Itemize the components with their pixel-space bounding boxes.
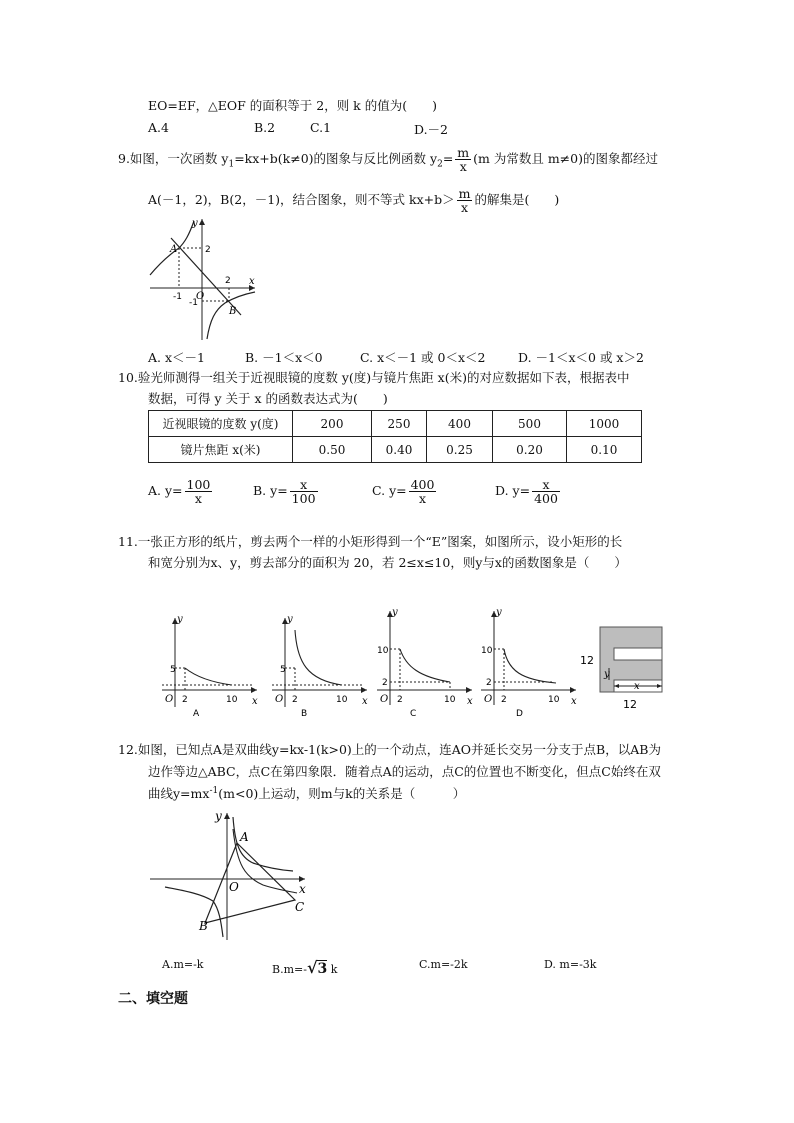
svg-text:x: x (299, 882, 306, 896)
q8-option-c: C.1 (310, 120, 332, 135)
q9-tick-2x: 2 (225, 276, 231, 286)
q9-label-a: A (170, 244, 178, 255)
svg-text:y: y (496, 607, 502, 618)
svg-text:2: 2 (501, 695, 507, 705)
q9-label-b: B (229, 306, 237, 317)
table-cell: 0.50 (293, 437, 372, 463)
svg-text:2: 2 (486, 678, 492, 688)
q8-option-d: D.－2 (414, 122, 449, 137)
q9-option-d: D. －1＜x＜0 或 x＞2 (518, 350, 644, 365)
svg-text:10: 10 (444, 695, 456, 705)
q12-stem-line3: 曲线$y=mx^{-1}(m<0)$上运动，则m与k的关系是（ ） (148, 785, 466, 801)
q12-graph (145, 805, 320, 945)
q12-option-a: A.m=-k (162, 958, 204, 971)
svg-text:y: y (604, 669, 610, 680)
svg-text:5: 5 (280, 665, 286, 675)
svg-text:A: A (240, 830, 249, 844)
q12-stem-line2: 边作等边△ABC，点C在第四象限．随着点A的运动，点C的位置也不断变化，但点C始终在双 (148, 764, 661, 779)
table-cell: 500 (493, 411, 567, 437)
q12-option-b: B.m=-√3 k (272, 958, 338, 977)
svg-text:x: x (252, 696, 258, 707)
svg-text:y: y (287, 614, 293, 625)
q11-e-shape (578, 622, 668, 714)
q10-option-d: D. y= $\frac{x}{400}$ (495, 477, 558, 507)
q10-option-a: A. y= $\frac{100}{x}$ (148, 477, 211, 507)
svg-text:y: y (215, 809, 222, 823)
svg-text:O: O (229, 880, 239, 894)
q8-option-a: A.4 (148, 120, 169, 135)
svg-text:2: 2 (397, 695, 403, 705)
svg-text:2: 2 (292, 695, 298, 705)
table-cell: 0.25 (427, 437, 493, 463)
q9-stem-line1: 9.如图，一次函数 $y_1=kx+b(k\ne 0)$的图象与反比例函数 $y_2=$ $\frac{m}{x}$ (m 为常数且 m≠0)的图象都经过 (118, 145, 658, 175)
svg-text:B: B (199, 919, 208, 933)
table-cell: 1000 (567, 411, 642, 437)
q9-tick-neg1y: -1 (189, 298, 198, 308)
q12-option-c: C.m=-2k (419, 958, 468, 971)
table-cell: 0.20 (493, 437, 567, 463)
q9-axis-x: x (249, 276, 255, 287)
q8-stem: EO=EF，△EOF 的面积等于 2，则 k 的值为( ) (148, 98, 437, 113)
q10-stem-line2: 数据，可得 y 关于 x 的函数表达式为( ) (148, 391, 388, 406)
table-cell: 0.40 (372, 437, 427, 463)
q12-stem-line1: 12.如图，已知点A是双曲线y=kx-1(k>0)上的一个动点，连AO并延长交另一分支于点B，以AB为 (118, 742, 661, 757)
q11-graph-a (157, 612, 267, 722)
svg-text:10: 10 (548, 695, 560, 705)
e-shape-bottom-label: 12 (623, 698, 637, 711)
q9-option-a: A. x＜－1 (148, 350, 205, 365)
svg-text:10: 10 (336, 695, 348, 705)
table-header-degree: 近视眼镜的度数 y(度) (149, 411, 293, 437)
q10-stem-line1: 10.验光师测得一组关于近视眼镜的度数 y(度)与镜片焦距 x(米)的对应数据如下表，根据表中 (118, 370, 630, 385)
svg-text:2: 2 (182, 695, 188, 705)
q9-axis-y: y (192, 218, 198, 229)
q10-option-b: B. y= $\frac{x}{100}$ (253, 477, 316, 507)
q9-tick-2y: 2 (205, 245, 211, 255)
svg-text:x: x (362, 696, 368, 707)
section-title-fill-blank: 二、填空题 (118, 991, 188, 1007)
q8-option-b: B.2 (254, 120, 276, 135)
q9-tick-neg1x: -1 (173, 292, 182, 302)
q11-graph-label: D (516, 709, 523, 719)
q11-stem-line1: 11.一张正方形的纸片，剪去两个一样的小矩形得到一个“E”图案，如图所示，设小矩形的长 (118, 534, 623, 549)
q10-table (148, 410, 642, 463)
svg-text:10: 10 (377, 646, 389, 656)
q11-graph-label: A (193, 709, 200, 719)
svg-text:x: x (467, 696, 473, 707)
table-cell: 250 (372, 411, 427, 437)
q11-graph-label: B (301, 709, 308, 719)
q11-graph-label: C (410, 709, 417, 719)
svg-text:x: x (571, 696, 577, 707)
q9-option-c: C. x＜－1 或 0＜x＜2 (360, 350, 486, 365)
svg-text:y: y (392, 607, 398, 618)
svg-text:O: O (484, 694, 493, 705)
q9-stem-line2: A(－1，2)，B(2，－1)，结合图象，则不等式 kx+b＞ $\frac{m}{x}$ 的解集是( ) (148, 186, 560, 216)
table-row (149, 437, 642, 463)
q11-graph-b (267, 612, 377, 722)
table-cell: 200 (293, 411, 372, 437)
q9-option-b: B. －1＜x＜0 (245, 350, 323, 365)
table-row (149, 411, 642, 437)
svg-text:x: x (634, 681, 640, 692)
q9-graph (145, 215, 265, 345)
table-header-focal: 镜片焦距 x(米) (149, 437, 293, 463)
table-cell: 400 (427, 411, 493, 437)
svg-text:5: 5 (170, 665, 176, 675)
q11-stem-line2: 和宽分别为x、y，剪去部分的面积为 20，若 2≤x≤10，则y与x的函数图象是（ ） (148, 555, 627, 570)
svg-text:10: 10 (226, 695, 238, 705)
q11-graph-d (476, 605, 586, 720)
svg-text:y: y (177, 614, 183, 625)
e-shape-left-label: 12 (580, 654, 594, 667)
table-cell: 0.10 (567, 437, 642, 463)
q9-origin: O (196, 291, 205, 302)
svg-text:O: O (165, 694, 174, 705)
svg-text:O: O (380, 694, 389, 705)
svg-text:O: O (275, 694, 284, 705)
svg-text:2: 2 (382, 678, 388, 688)
q12-option-d: D. m=-3k (544, 958, 597, 971)
svg-text:10: 10 (481, 646, 493, 656)
q11-graph-c (372, 605, 482, 720)
svg-text:C: C (295, 900, 305, 914)
q10-option-c: C. y= $\frac{400}{x}$ (372, 477, 435, 507)
